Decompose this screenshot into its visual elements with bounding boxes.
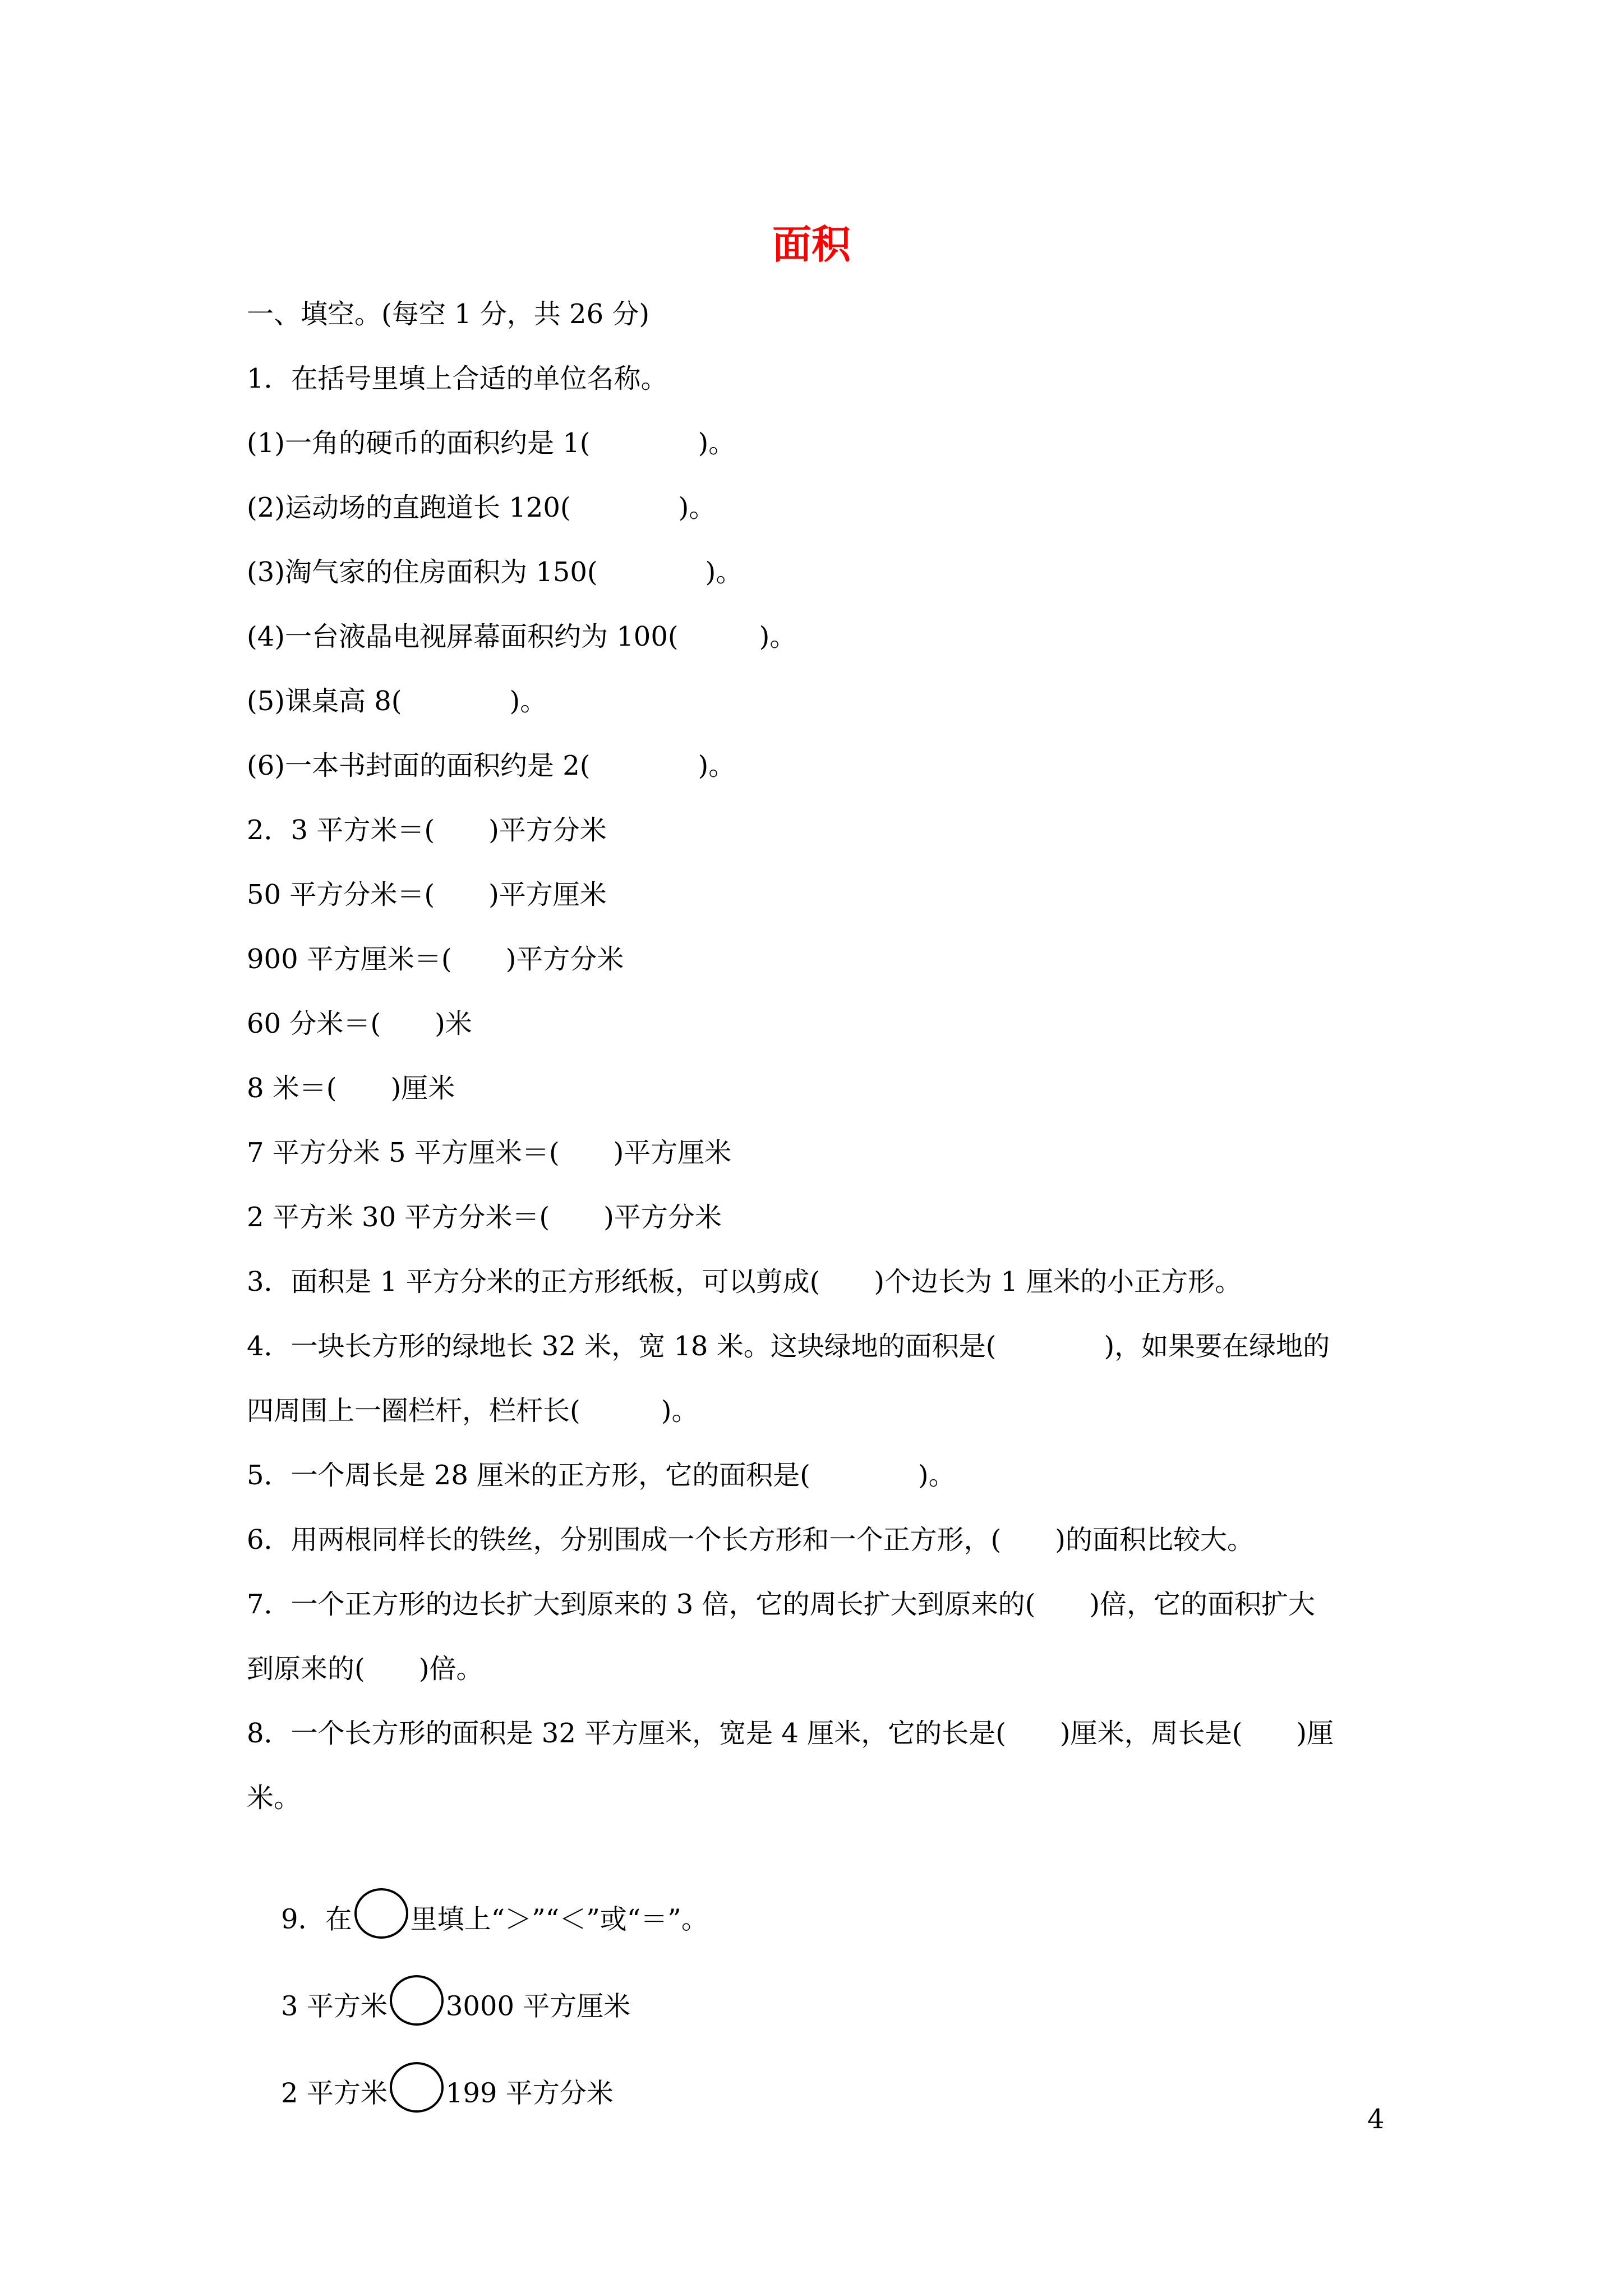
question-9-post: 里填上“＞”“＜”或“＝”。 (410, 1903, 708, 1935)
question-9-pre: 9．在 (281, 1903, 352, 1935)
question-5: 5．一个周长是 28 厘米的正方形，它的面积是( )。 (247, 1460, 956, 1491)
question-6: 6．用两根同样长的铁丝，分别围成一个长方形和一个正方形，( )的面积比较大。 (247, 1524, 1254, 1556)
question-8-line: 8．一个长方形的面积是 32 平方厘米，宽是 4 厘米，它的长是( )厘米，周长是( )厘 (247, 1718, 1334, 1749)
comparison-right: 3000 平方厘米 (445, 1990, 631, 2022)
section-heading: 一、填空。(每空 1 分，共 26 分) (247, 298, 650, 330)
question-2-item: 2．3 平方米＝( )平方分米 (247, 815, 607, 846)
page-title: 面积 (772, 222, 851, 268)
comparison-circle-icon[interactable] (390, 2062, 444, 2113)
question-1-item: (6)一本书封面的面积约是 2( )。 (247, 750, 736, 781)
question-4-line: 4．一块长方形的绿地长 32 米，宽 18 米。这块绿地的面积是( )，如果要在绿地的 (247, 1331, 1330, 1362)
question-2-item: 60 分米＝( )米 (247, 1008, 472, 1039)
comparison-left: 2 平方米 (281, 2077, 388, 2109)
comparison-circle-icon (354, 1888, 408, 1939)
question-7-line: 到原来的( )倍。 (247, 1653, 483, 1685)
question-1-item: (5)课桌高 8( )。 (247, 685, 547, 717)
question-2-item: 50 平方分米＝( )平方厘米 (247, 879, 607, 910)
question-2-item: 900 平方厘米＝( )平方分米 (247, 944, 624, 975)
comparison-row (247, 2036, 614, 2154)
comparison-right: 199 平方分米 (445, 2077, 614, 2109)
comparison-circle-icon[interactable] (390, 1975, 444, 2026)
question-1-stem: 1．在括号里填上合适的单位名称。 (247, 363, 668, 394)
question-7-line: 7．一个正方形的边长扩大到原来的 3 倍，它的周长扩大到原来的( )倍，它的面积扩大 (247, 1589, 1316, 1620)
question-2-item: 8 米＝( )厘米 (247, 1073, 455, 1104)
question-2-item: 7 平方分米 5 平方厘米＝( )平方厘米 (247, 1137, 732, 1168)
question-1-item: (3)淘气家的住房面积为 150( )。 (247, 556, 743, 588)
page-number: 4 (1367, 2104, 1385, 2135)
question-8-line: 米。 (247, 1782, 301, 1814)
question-1-item: (1)一角的硬币的面积约是 1( )。 (247, 427, 736, 459)
question-3: 3．面积是 1 平方分米的正方形纸板，可以剪成( )个边长为 1 厘米的小正方形。 (247, 1266, 1242, 1297)
question-4-line: 四周围上一圈栏杆，栏杆长( )。 (247, 1395, 699, 1427)
question-1-item: (2)运动场的直跑道长 120( )。 (247, 492, 716, 523)
question-1-item: (4)一台液晶电视屏幕面积约为 100( )。 (247, 621, 797, 652)
comparison-left: 3 平方米 (281, 1990, 388, 2022)
question-2-item: 2 平方米 30 平方分米＝( )平方分米 (247, 1202, 722, 1233)
